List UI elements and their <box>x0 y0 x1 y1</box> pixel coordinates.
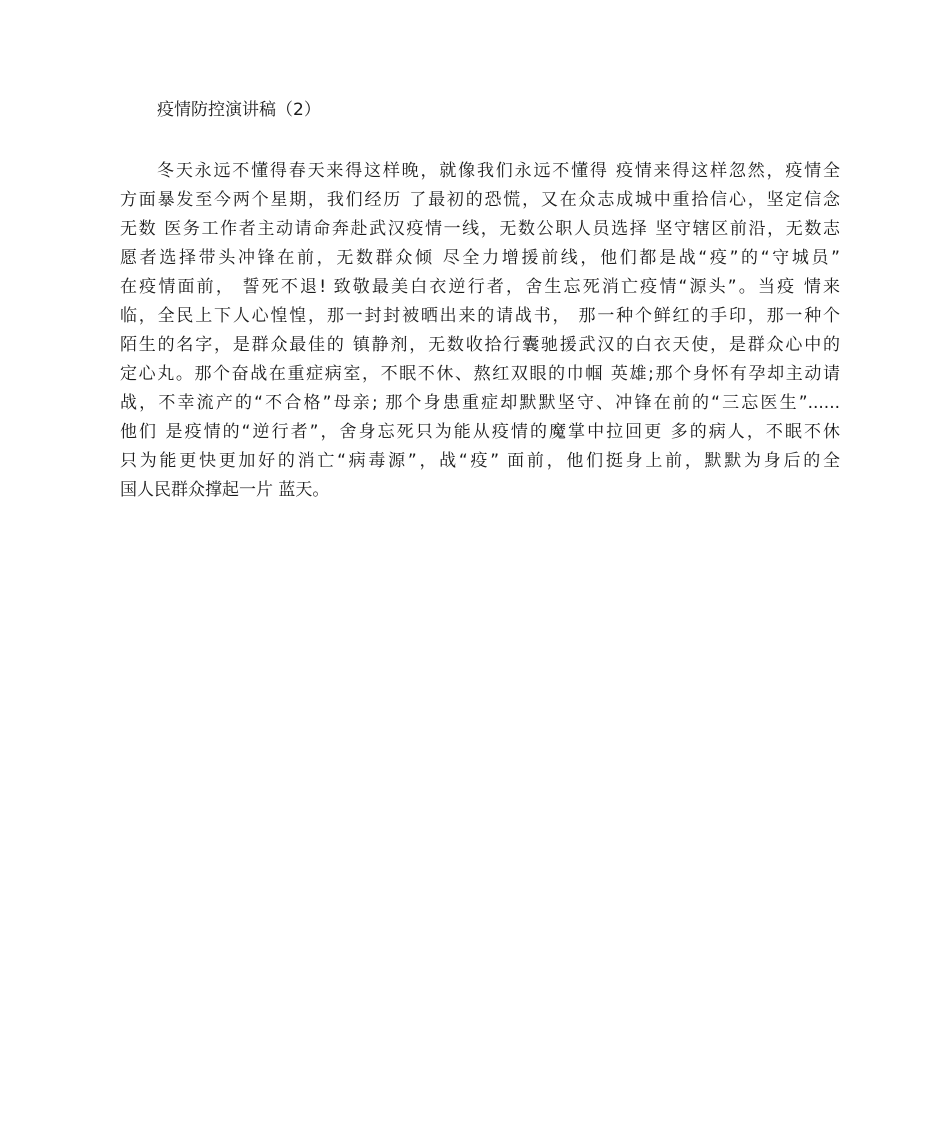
body-line: 定心丸。那个奋战在重症病室，不眠不休、熬红双眼的巾帼 英雄;那个身怀有孕却主动请 <box>120 364 840 384</box>
body-line: 临，全民上下人心惶惶，那一封封被晒出来的请战书， 那一种个鲜红的手印，那一种个 <box>120 306 840 326</box>
body-line: 愿者选择带头冲锋在前，无数群众倾 尽全力增援前线，他们都是战“疫”的“守城员” <box>120 248 840 268</box>
body-line: 他们 是疫情的“逆行者”，舍身忘死只为能从疫情的魔掌中拉回更 多的病人，不眠不休 <box>120 422 840 442</box>
body-line: 冬天永远不懂得春天来得这样晚，就像我们永远不懂得 疫情来得这样忽然，疫情全 <box>157 161 840 181</box>
body-line: 方面暴发至今两个星期，我们经历 了最初的恐慌，又在众志成城中重拾信心，坚定信念 <box>120 190 840 210</box>
body-line: 在疫情面前， 誓死不退! 致敬最美白衣逆行者，舍生忘死消亡疫情“源头”。当疫 情来 <box>120 277 840 297</box>
body-line: 只为能更快更加好的消亡“病毒源”，战“疫” 面前，他们挺身上前，默默为身后的全 <box>120 451 840 471</box>
document-title: 疫情防控演讲稿（2） <box>157 100 321 120</box>
body-line: 战，不幸流产的“不合格”母亲; 那个身患重症却默默坚守、冲锋在前的“三忘医生”...... <box>120 393 840 413</box>
body-line: 陌生的名字，是群众最佳的 镇静剂，无数收拾行囊驰援武汉的白衣天使，是群众心中的 <box>120 335 840 355</box>
document-body <box>120 157 840 505</box>
body-line: 无数 医务工作者主动请命奔赴武汉疫情一线，无数公职人员选择 坚守辖区前沿，无数志 <box>120 219 840 239</box>
body-line: 国人民群众撑起一片 蓝天。 <box>120 480 330 500</box>
